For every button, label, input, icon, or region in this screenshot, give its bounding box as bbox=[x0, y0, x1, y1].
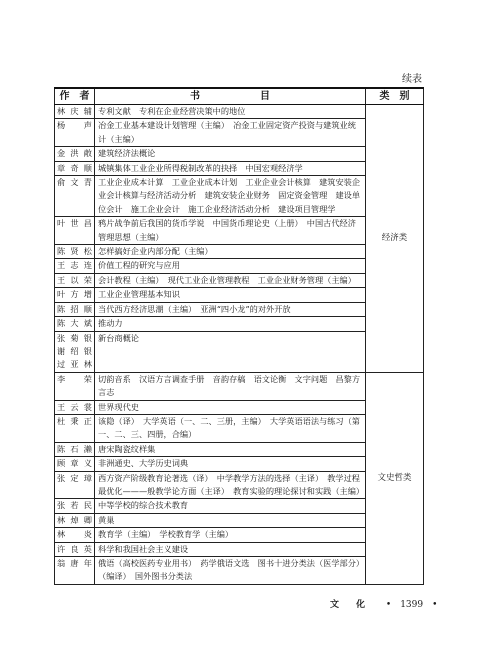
author-cell: 林 炎 bbox=[55, 528, 95, 542]
books-cell: 中等学校的综合技术教育 bbox=[95, 499, 366, 513]
table-row bbox=[55, 372, 424, 400]
author-cell: 王以荣 bbox=[55, 273, 95, 287]
books-cell: 教育学（主编） 学校教育学（主编） bbox=[95, 528, 366, 542]
author-cell: 张若民 bbox=[55, 499, 95, 513]
books-cell: 冶金工业基本建设计划管理（主编） 冶金工业固定资产投资与建筑业统计（主编） bbox=[95, 119, 366, 147]
books-cell: 建筑经济法概论 bbox=[95, 147, 366, 161]
author-cell: 林庆辅 bbox=[55, 105, 95, 119]
author-cell: 李 荣 bbox=[55, 372, 95, 400]
table-row bbox=[55, 105, 424, 119]
books-cell: 会计教程（主编） 现代工业企业管理教程 工业企业财务管理（主编） bbox=[95, 273, 366, 287]
books-cell: 工业企业管理基本知识 bbox=[95, 288, 366, 302]
category-column-header: 类 别 bbox=[366, 88, 424, 105]
author-cell: 张菊银 谢绍银 过亚林 bbox=[55, 331, 95, 372]
books-column-header: 书 目 bbox=[95, 88, 366, 105]
author-cell: 叶方增 bbox=[55, 288, 95, 302]
books-cell: 工业企业成本计算 工业企业成本计划 工业企业会计核算 建筑安装企业会计核算与经济活动分析 建筑安装企业财务 固定资金管理 建设单位会计 施工企业会计 施工企业经济活动分析 建设项目管理学 bbox=[95, 176, 366, 217]
books-cell: 推动力 bbox=[95, 317, 366, 331]
author-cell: 许良英 bbox=[55, 542, 95, 556]
table-body bbox=[55, 105, 424, 585]
books-cell: 唐宋陶瓷纹样集 bbox=[95, 442, 366, 456]
books-cell: 俄语（高校医药专业用书） 药学俄语文选 图书十进分类法（医学部分）（编译） 国外图书分类法 bbox=[95, 557, 366, 585]
author-cell: 金洪敞 bbox=[55, 147, 95, 161]
books-cell: 新台商概论 bbox=[95, 331, 366, 372]
table-header-row bbox=[55, 88, 424, 105]
books-cell: 切韵音系 汉语方言调查手册 音韵存稿 语文论衡 文字问题 昌黎方言志 bbox=[95, 372, 366, 400]
author-cell: 陈贤松 bbox=[55, 245, 95, 259]
books-cell: 该隐（译） 大学英语（一、二、三册，主编） 大学英语语法与练习（第一、二、三、四册，合编） bbox=[95, 414, 366, 442]
continued-label: 续表 bbox=[402, 74, 422, 85]
books-cell: 非洲通史、大学历史词典 bbox=[95, 457, 366, 471]
author-cell: 杨 声 bbox=[55, 119, 95, 147]
author-cell: 杜秉正 bbox=[55, 414, 95, 442]
category-cell: 文史哲类 bbox=[366, 372, 424, 584]
author-cell: 王云裳 bbox=[55, 400, 95, 414]
author-cell: 陈石濑 bbox=[55, 442, 95, 456]
author-cell: 林焯卿 bbox=[55, 513, 95, 527]
page-number: • 1399 • bbox=[385, 600, 438, 610]
books-cell: 怎样搞好企业内部分配（主编） bbox=[95, 245, 366, 259]
books-cell: 城镇集体工业企业所得税制改革的抉择 中国宏观经济学 bbox=[95, 161, 366, 175]
author-cell: 俞文青 bbox=[55, 176, 95, 217]
author-cell: 陈招顺 bbox=[55, 302, 95, 316]
author-cell: 陈大斌 bbox=[55, 317, 95, 331]
author-cell: 王志连 bbox=[55, 259, 95, 273]
author-cell: 张定璋 bbox=[55, 471, 95, 499]
bibliography-table bbox=[54, 87, 424, 585]
books-cell: 西方资产阶级教育论著选（译） 中学教学方法的选择（主译） 教学过程最优化———般教学论方面（主译） 教育实验的理论探讨和实践（主编） bbox=[95, 471, 366, 499]
footer-section: 文 化 bbox=[330, 600, 370, 610]
books-cell: 当代西方经济思潮（主编） 亚洲“四小龙”的对外开放 bbox=[95, 302, 366, 316]
author-cell: 叶世昌 bbox=[55, 217, 95, 245]
books-cell: 鸦片战争前后我国的货币学说 中国货币理论史（上册） 中国古代经济管理思想（主编） bbox=[95, 217, 366, 245]
books-cell: 科学和我国社会主义建设 bbox=[95, 542, 366, 556]
author-column-header: 作 者 bbox=[55, 88, 95, 105]
category-cell: 经济类 bbox=[366, 105, 424, 373]
books-cell: 价值工程的研究与应用 bbox=[95, 259, 366, 273]
books-cell: 黄巢 bbox=[95, 513, 366, 527]
author-cell: 顾章义 bbox=[55, 457, 95, 471]
books-cell: 专利文献 专利在企业经营决策中的地位 bbox=[95, 105, 366, 119]
books-cell: 世界现代史 bbox=[95, 400, 366, 414]
author-cell: 章奇顺 bbox=[55, 161, 95, 175]
author-cell: 翁唐年 bbox=[55, 557, 95, 585]
page-footer bbox=[330, 597, 450, 610]
